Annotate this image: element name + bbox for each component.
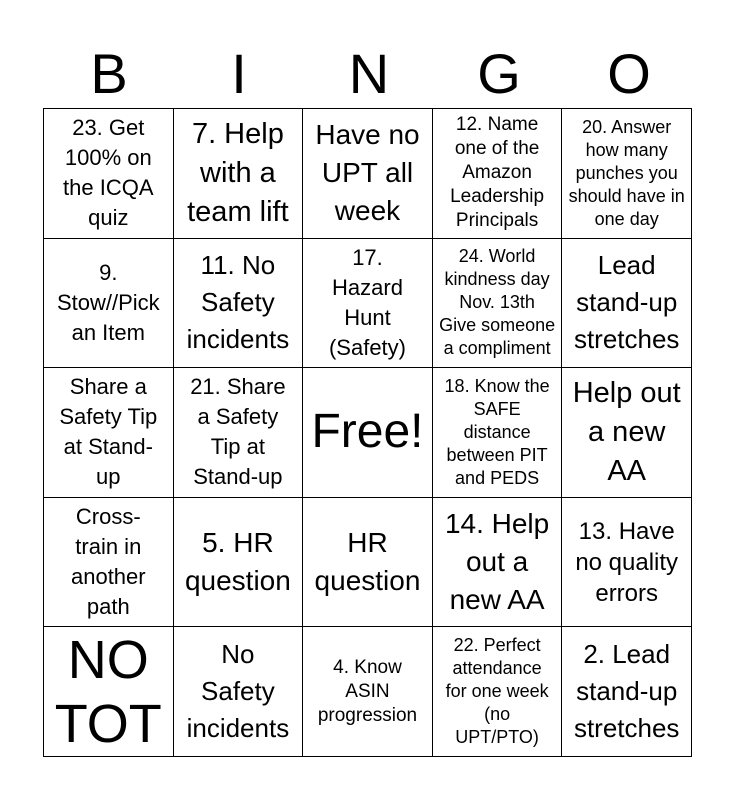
bingo-cell-text: NO TOT: [54, 629, 162, 754]
bingo-board: [43, 108, 692, 757]
bingo-cell-text: No Safety incidents: [186, 639, 290, 744]
bingo-cell[interactable]: [303, 368, 433, 498]
bingo-cell-text: 20. Answer how many punches you should have in one day: [568, 116, 685, 229]
bingo-cell-text: HR question: [314, 527, 421, 597]
bingo-cell[interactable]: [562, 627, 692, 757]
bingo-cell[interactable]: [174, 109, 304, 239]
header-letter-i: I: [231, 42, 247, 105]
bingo-cell-text: Share a Safety Tip at Stand- up: [59, 374, 158, 490]
bingo-cell-text: 9. Stow//Pick an Item: [56, 259, 160, 345]
bingo-cell-text: Have no UPT all week: [315, 119, 420, 227]
bingo-cell[interactable]: [44, 498, 174, 628]
bingo-cell[interactable]: [303, 109, 433, 239]
bingo-cell[interactable]: [303, 239, 433, 369]
bingo-cell-text: 22. Perfect attendance for one week (no UPT/PTO): [445, 635, 549, 748]
bingo-cell[interactable]: [562, 368, 692, 498]
bingo-cell-text: Cross- train in another path: [70, 504, 146, 620]
bingo-cell[interactable]: [44, 109, 174, 239]
header-letter-n: N: [348, 42, 390, 105]
bingo-cell-text: 24. World kindness day Nov. 13th Give someone a compliment: [439, 246, 556, 359]
bingo-header: [44, 40, 694, 108]
bingo-cell-text: 14. Help out a new AA: [444, 508, 550, 616]
bingo-cell[interactable]: [562, 498, 692, 628]
bingo-cell-text: 5. HR question: [184, 527, 291, 597]
bingo-cell-text: 4. Know ASIN progression: [317, 656, 418, 726]
bingo-cell[interactable]: [433, 368, 563, 498]
bingo-cell[interactable]: [44, 239, 174, 369]
bingo-cell[interactable]: [303, 627, 433, 757]
bingo-cell-text: 11. No Safety incidents: [186, 250, 290, 355]
bingo-cell-text: 18. Know the SAFE distance between PIT and PEDS: [444, 375, 550, 488]
bingo-cell[interactable]: [433, 627, 563, 757]
bingo-cell[interactable]: [174, 498, 304, 628]
bingo-cell-text: 17. Hazard Hunt (Safety): [328, 244, 406, 360]
bingo-cell[interactable]: [303, 498, 433, 628]
bingo-cell[interactable]: [433, 239, 563, 369]
header-letter-g: G: [477, 42, 521, 105]
bingo-cell[interactable]: [44, 368, 174, 498]
header-letter-b: B: [90, 42, 128, 105]
bingo-cell[interactable]: [174, 627, 304, 757]
bingo-cell[interactable]: [44, 627, 174, 757]
bingo-cell[interactable]: [174, 368, 304, 498]
bingo-cell-text: Free!: [311, 405, 424, 459]
bingo-cell-text: 12. Name one of the Amazon Leadership Principals: [450, 114, 545, 232]
bingo-cell[interactable]: [433, 498, 563, 628]
bingo-cell[interactable]: [562, 109, 692, 239]
bingo-cell-text: 23. Get 100% on the ICQA quiz: [63, 115, 154, 231]
bingo-cell-text: Lead stand-up stretches: [573, 250, 680, 355]
bingo-cell[interactable]: [174, 239, 304, 369]
bingo-cell[interactable]: [562, 239, 692, 369]
header-letter-o: O: [607, 42, 651, 105]
bingo-cell-text: 7. Help with a team lift: [187, 117, 289, 228]
bingo-cell-text: Help out a new AA: [572, 376, 681, 487]
bingo-cell[interactable]: [433, 109, 563, 239]
bingo-cell-text: 21. Share a Safety Tip at Stand-up: [190, 374, 286, 490]
bingo-cell-text: 13. Have no quality errors: [575, 517, 679, 607]
bingo-cell-text: 2. Lead stand-up stretches: [573, 639, 680, 744]
